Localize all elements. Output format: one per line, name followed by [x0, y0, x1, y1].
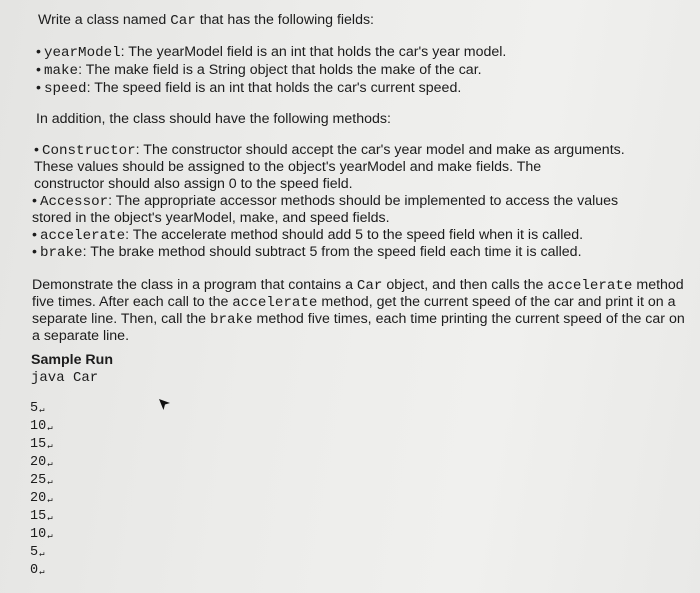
demo-code-brake: brake	[209, 312, 253, 328]
method-item-constructor: • Constructor: The constructor should accept the car's year model and make as arguments.	[34, 142, 625, 159]
return-icon: ↵	[47, 495, 53, 505]
demo-line-2	[32, 294, 676, 311]
demo-text: object, and then calls the	[382, 277, 548, 293]
method-desc: : The brake method should subtract 5 from the speed field each time it is called.	[82, 244, 582, 260]
sample-run-command: java Car	[31, 370, 99, 386]
demo-text: separate line. Then, call the	[32, 311, 210, 327]
sample-run-title: Sample Run	[31, 352, 113, 368]
output-line: 0↵	[30, 563, 45, 578]
return-icon: ↵	[39, 549, 45, 559]
method-name: Accessor	[40, 194, 109, 210]
mouse-cursor-icon	[158, 398, 172, 412]
demo-text: method five times, each time printing the current speed of the car on	[252, 311, 685, 327]
method-desc-line: constructor should also assign 0 to the speed field.	[34, 176, 353, 192]
method-item-accelerate: • accelerate: The accelerate method should add 5 to the speed field when it is called.	[32, 227, 584, 244]
field-name: yearModel	[44, 45, 121, 61]
method-item-accessor: • Accessor: The appropriate accessor methods should be implemented to access the values	[32, 193, 619, 210]
demo-line-3	[32, 311, 685, 328]
demo-text: Demonstrate the class in a program that contains a	[32, 277, 357, 293]
methods-intro: In addition, the class should have the following methods:	[36, 111, 391, 127]
field-name: speed	[44, 81, 87, 97]
output-line: 5↵	[30, 401, 45, 416]
field-item-yearmodel: • yearModel: The yearModel field is an int that holds the car's year model.	[36, 44, 507, 61]
field-item-make: • make: The make field is a String object that holds the make of the car.	[36, 62, 482, 79]
field-desc: : The make field is a String object that holds the make of the car.	[78, 62, 482, 78]
demo-text: five times. After each call to the	[32, 294, 233, 310]
output-line: 10↵	[30, 527, 53, 542]
output-line: 20↵	[30, 455, 53, 470]
intro-prefix: Write a class named	[38, 12, 171, 28]
method-item-brake: • brake: The brake method should subtract 5 from the speed field each time it is called.	[32, 244, 582, 261]
intro-class-name: Car	[170, 13, 196, 29]
method-desc-line: These values should be assigned to the object's yearModel and make fields. The	[34, 159, 542, 175]
return-icon: ↵	[39, 405, 45, 415]
return-icon: ↵	[39, 567, 45, 577]
demo-code-accelerate: accelerate	[232, 295, 318, 311]
field-item-speed: • speed: The speed field is an int that holds the car's current speed.	[36, 80, 462, 97]
demo-text: method, get the current speed of the car and print it on a	[317, 294, 676, 310]
method-name: brake	[40, 245, 83, 261]
demo-text: method	[632, 277, 684, 293]
return-icon: ↵	[47, 423, 53, 433]
output-line: 20↵	[30, 491, 53, 506]
field-desc: : The speed field is an int that holds the car's current speed.	[86, 80, 462, 96]
demo-code-car: Car	[356, 278, 383, 294]
intro-suffix: that has the following fields:	[195, 12, 375, 28]
output-line: 10↵	[30, 419, 53, 434]
return-icon: ↵	[47, 477, 53, 487]
output-line: 15↵	[30, 509, 53, 524]
method-desc: : The accelerate method should add 5 to the speed field when it is called.	[125, 227, 584, 243]
output-line: 25↵	[30, 473, 53, 488]
field-name: make	[44, 63, 79, 79]
return-icon: ↵	[47, 441, 53, 451]
method-desc: : The appropriate accessor methods should be implemented to access the values	[108, 193, 619, 209]
return-icon: ↵	[47, 459, 53, 469]
demo-line-4: a separate line.	[32, 328, 130, 344]
return-icon: ↵	[47, 531, 53, 541]
method-desc-line: stored in the object's yearModel, make, and speed fields.	[32, 210, 390, 226]
method-desc: : The constructor should accept the car's year model and make as arguments.	[135, 142, 625, 158]
method-name: accelerate	[40, 228, 126, 244]
field-desc: : The yearModel field is an int that holds the car's year model.	[120, 44, 507, 60]
intro-line	[38, 12, 374, 29]
demo-code-accelerate: accelerate	[547, 278, 633, 294]
output-line: 15↵	[30, 437, 53, 452]
return-icon: ↵	[47, 513, 53, 523]
output-line: 5↵	[30, 545, 45, 560]
demo-line-1	[32, 277, 684, 294]
method-name: Constructor	[42, 143, 136, 159]
